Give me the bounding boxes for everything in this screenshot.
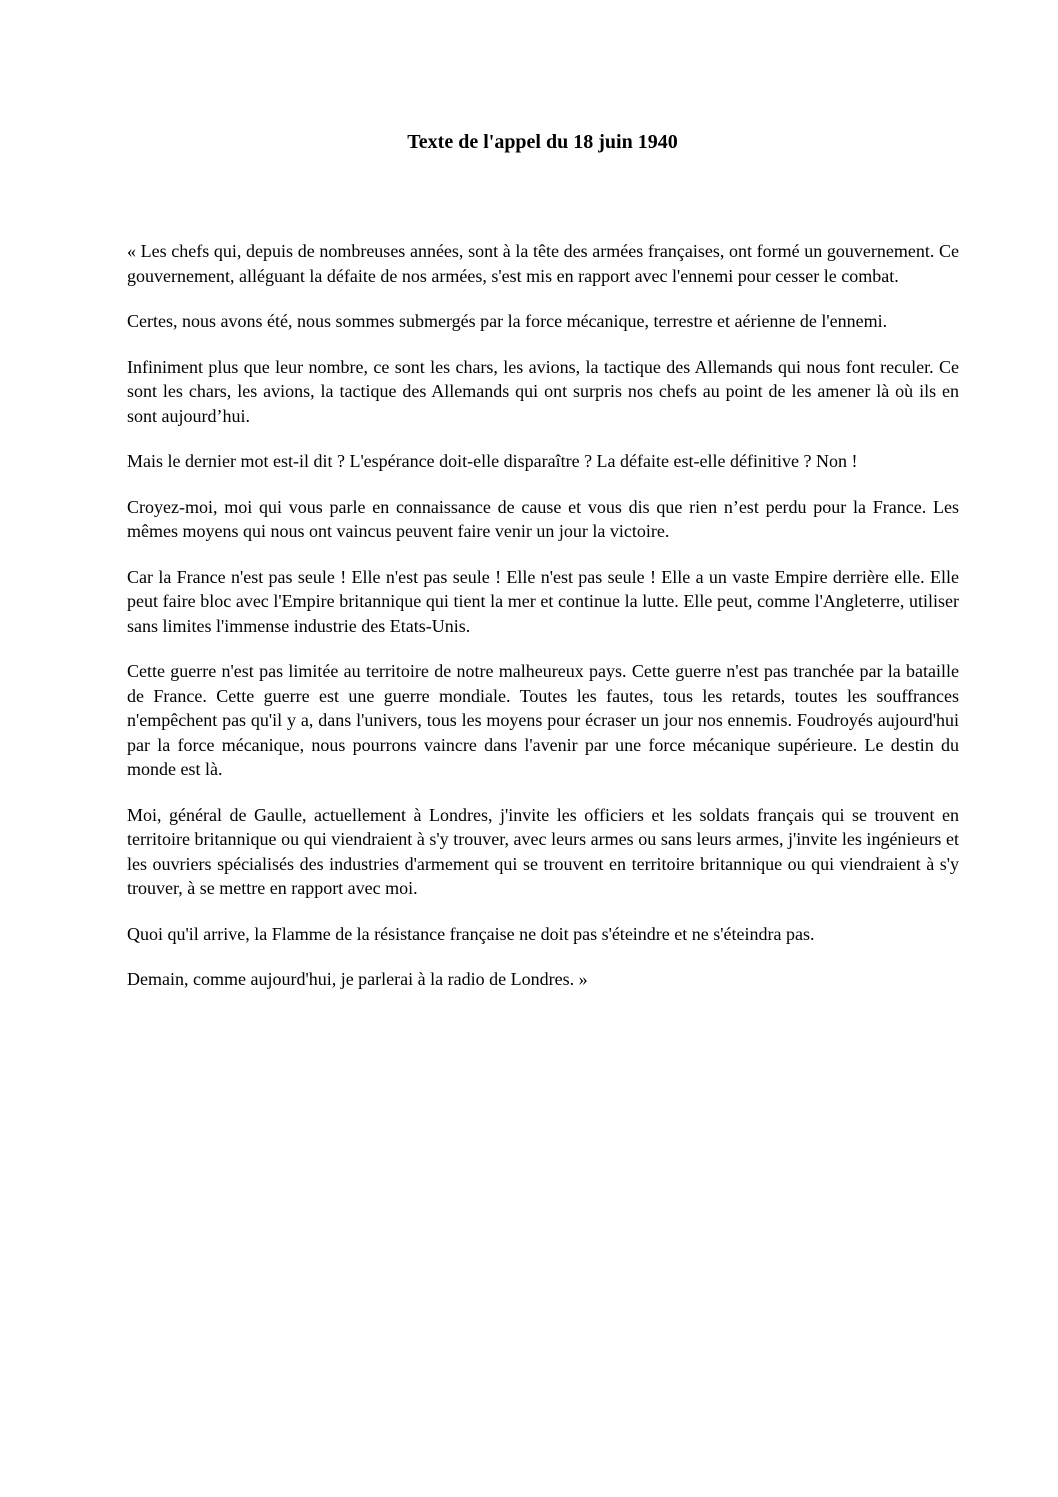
paragraph-7: Cette guerre n'est pas limitée au territoire de notre malheureux pays. Cette guerre n'est pas tranchée par la bataille de France. Cette guerre est une guerre mondiale. Toutes les fautes, tous les retards, toutes les souffrances n'empêchent pas qu'il y a, dans l'univers, tous les moyens pour écraser un jour nos ennemis. Foudroyés aujourd'hui par la force mécanique, nous pourrons vaincre dans l'avenir par une force mécanique supérieure. Le destin du monde est là. bbox=[127, 661, 959, 779]
paragraph-1: « Les chefs qui, depuis de nombreuses années, sont à la tête des armées françaises, ont formé un gouvernement. Ce gouvernement, alléguant la défaite de nos armées, s'est mis en rapport avec l'ennemi pour cesser le combat. bbox=[127, 241, 959, 286]
paragraph-2: Certes, nous avons été, nous sommes submergés par la force mécanique, terrestre et aérienne de l'ennemi. bbox=[127, 311, 888, 331]
document-body bbox=[127, 239, 959, 1013]
paragraph-10: Demain, comme aujourd'hui, je parlerai à la radio de Londres. » bbox=[127, 969, 588, 989]
paragraph-6: Car la France n'est pas seule ! Elle n'est pas seule ! Elle n'est pas seule ! Elle a un vaste Empire derrière elle. Elle peut faire bloc avec l'Empire britannique qui tient la mer et continue la lutte. Elle peut, comme l'Angleterre, utiliser sans limites l'immense industrie des Etats-Unis. bbox=[127, 566, 959, 636]
document-title: Texte de l'appel du 18 juin 1940 bbox=[407, 131, 678, 153]
paragraph-9: Quoi qu'il arrive, la Flamme de la résistance française ne doit pas s'éteindre et ne s'éteindra pas. bbox=[127, 923, 815, 944]
paragraph-3: Infiniment plus que leur nombre, ce sont les chars, les avions, la tactique des Allemands qui nous font reculer. Ce sont les chars, les avions, la tactique des Allemands qui ont surpris nos chefs au point de les amener là où ils en sont aujourd’hui. bbox=[127, 356, 959, 426]
paragraph-5: Croyez-moi, moi qui vous parle en connaissance de cause et vous dis que rien n’est perdu pour la France. Les mêmes moyens qui nous ont vaincus peuvent faire venir un jour la victoire. bbox=[127, 496, 959, 541]
paragraph-8: Moi, général de Gaulle, actuellement à Londres, j'invite les officiers et les soldats français qui se trouvent en territoire britannique ou qui viendraient à s'y trouver, avec leurs armes ou sans leurs armes, j'invite les ingénieurs et les ouvriers spécialisés des industries d'armement qui se trouvent en territoire britannique ou qui viendraient à s'y trouver, à se mettre en rapport avec moi. bbox=[127, 804, 959, 898]
paragraph-4: Mais le dernier mot est-il dit ? L'espérance doit-elle disparaître ? La défaite est-elle définitive ? Non ! bbox=[127, 451, 858, 471]
